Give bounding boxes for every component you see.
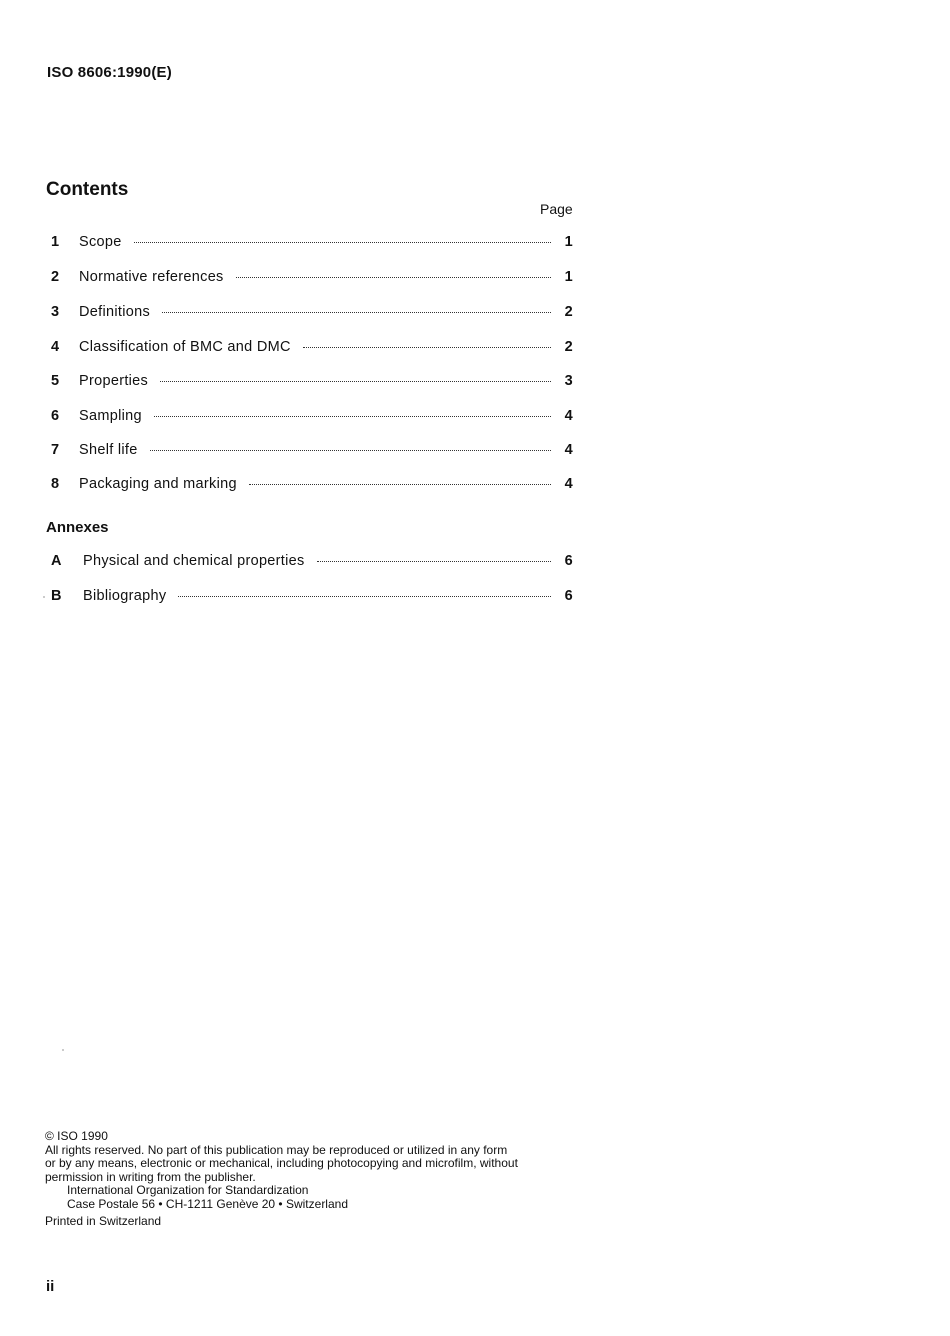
toc-entry-page: 6 (564, 588, 573, 604)
page-column-label: Page (540, 201, 573, 217)
toc-entry-page: 1 (564, 269, 573, 285)
toc-annex-a[interactable] (46, 553, 573, 573)
dot-leader (236, 277, 551, 278)
toc-entry-title: Scope (79, 234, 122, 250)
toc-entry-page: 6 (564, 553, 573, 569)
organization-name: International Organization for Standardization (67, 1183, 309, 1197)
toc-entry-sampling[interactable] (46, 408, 573, 428)
toc-entry-number: 2 (51, 269, 60, 285)
toc-entry-page: 4 (564, 408, 573, 424)
toc-entry-number: 3 (51, 304, 60, 320)
annexes-heading: Annexes (46, 519, 109, 536)
toc-entry-number: B (51, 588, 62, 604)
toc-entry-number: 4 (51, 339, 60, 355)
toc-entry-title: Properties (79, 373, 149, 389)
copyright-notice (45, 1130, 585, 1229)
toc-entry-number: 1 (51, 234, 60, 250)
toc-entry-title: Shelf life (79, 442, 138, 458)
dot-leader (134, 242, 551, 243)
page-number: ii (46, 1278, 55, 1295)
toc-entry-title: Definitions (79, 304, 150, 320)
toc-entry-number: A (51, 553, 62, 569)
toc-entry-title: Normative references (79, 269, 224, 285)
scan-speck (62, 1049, 64, 1051)
organization-address: Case Postale 56 • CH-1211 Genève 20 • Switzerland (67, 1196, 348, 1211)
toc-entry-number: 8 (51, 476, 60, 492)
toc-entry-page: 2 (564, 304, 573, 320)
toc-entry-properties[interactable] (46, 373, 573, 393)
toc-entry-shelf-life[interactable] (46, 442, 573, 462)
dot-leader (160, 381, 551, 382)
toc-entry-title: Sampling (79, 408, 142, 424)
copyright-line: © ISO 1990 (45, 1129, 108, 1143)
toc-entry-scope[interactable] (46, 234, 573, 254)
toc-entry-number: 5 (51, 373, 60, 389)
dot-leader (317, 561, 551, 562)
toc-entry-title: Physical and chemical properties (83, 553, 305, 569)
dot-leader (162, 312, 551, 313)
dot-leader (154, 416, 551, 417)
toc-entry-packaging-marking[interactable] (46, 476, 573, 496)
toc-entry-page: 1 (564, 234, 573, 250)
scan-speck (43, 596, 45, 598)
toc-entry-page: 4 (564, 476, 573, 492)
dot-leader (178, 596, 551, 597)
toc-entry-number: 7 (51, 442, 60, 458)
toc-entry-title: Classification of BMC and DMC (79, 339, 291, 355)
toc-annex-b[interactable] (46, 588, 573, 608)
rights-text: permission in writing from the publisher. (45, 1169, 256, 1184)
toc-entry-classification[interactable] (46, 339, 573, 359)
toc-entry-page: 3 (564, 373, 573, 389)
toc-entry-page: 2 (564, 339, 573, 355)
toc-entry-title: Packaging and marking (79, 476, 237, 492)
rights-text: or by any means, electronic or mechanical, including photocopying and microfilm, without (45, 1156, 518, 1170)
toc-entry-page: 4 (564, 442, 573, 458)
toc-entry-normative-references[interactable] (46, 269, 573, 289)
toc-entry-number: 6 (51, 408, 60, 424)
dot-leader (249, 484, 551, 485)
toc-entry-title: Bibliography (83, 588, 167, 604)
toc-entry-definitions[interactable] (46, 304, 573, 324)
rights-text: All rights reserved. No part of this publication may be reproduced or utilized in any form (45, 1142, 508, 1157)
printed-in: Printed in Switzerland (45, 1214, 162, 1228)
contents-heading: Contents (46, 179, 129, 200)
dot-leader (303, 347, 551, 348)
dot-leader (150, 450, 551, 451)
standard-id-header: ISO 8606:1990(E) (47, 64, 172, 81)
